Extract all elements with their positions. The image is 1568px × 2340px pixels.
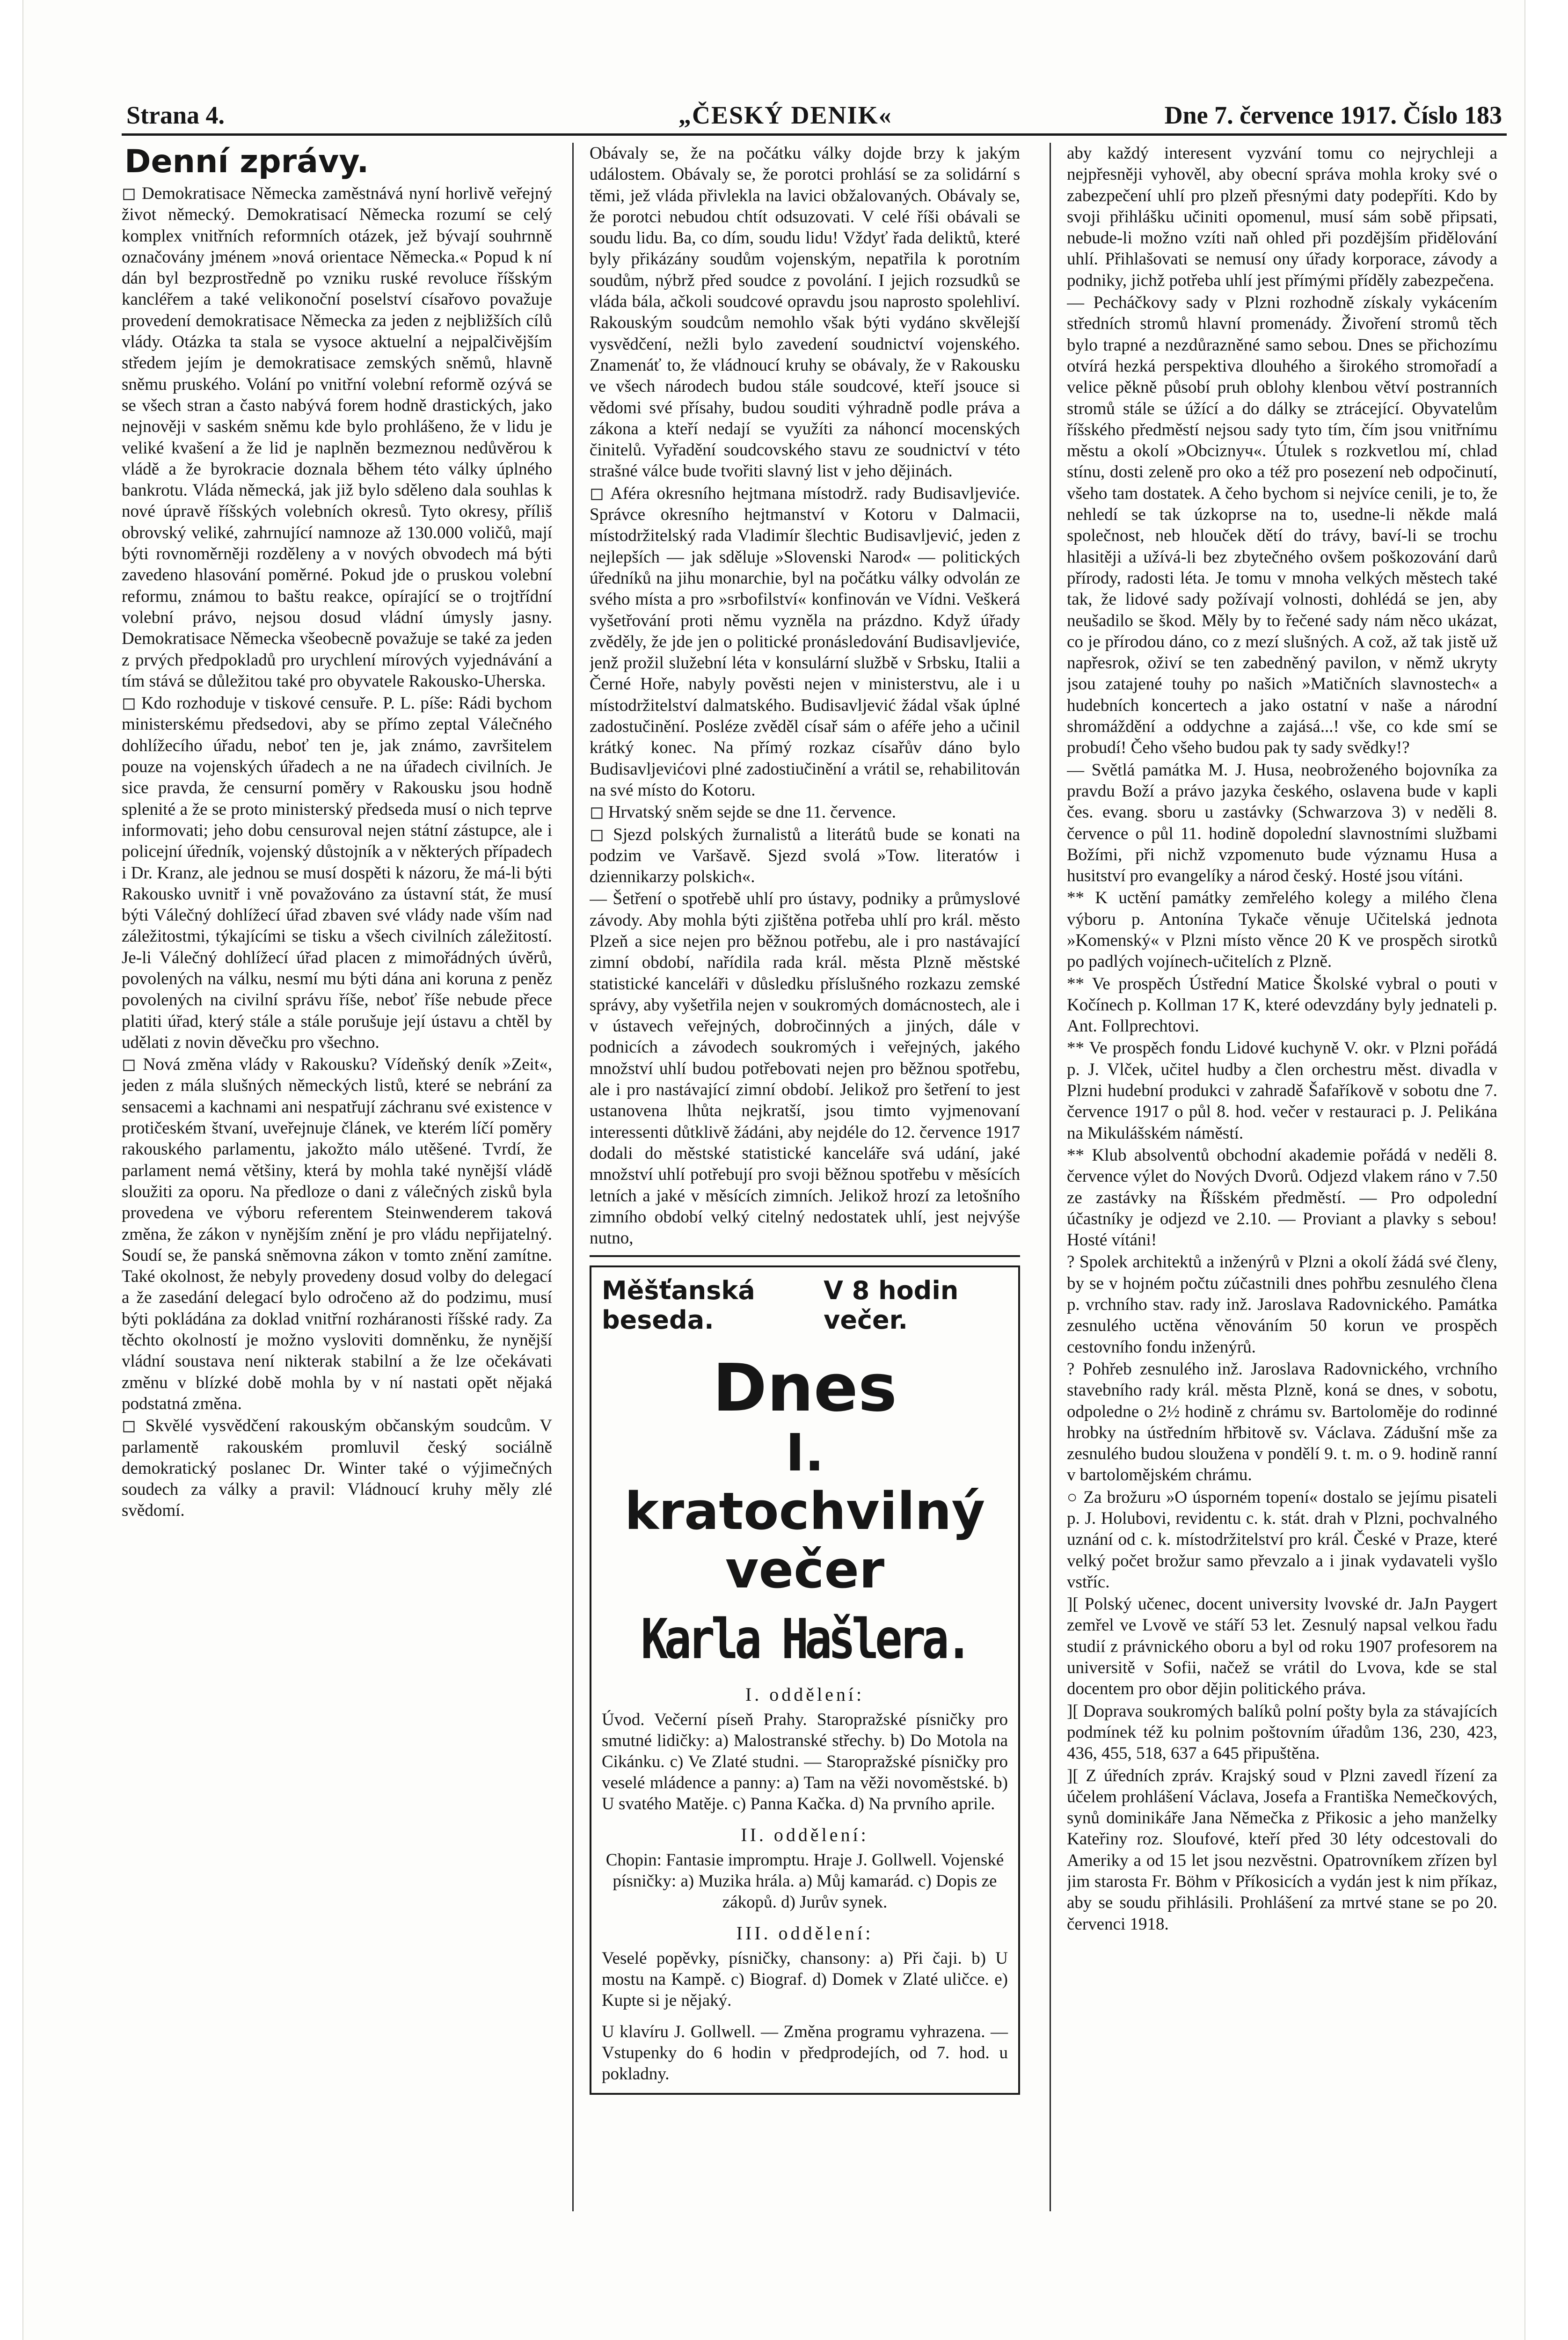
article-uredni-zpravy: ][ Z úředních zpráv. Krajský soud v Plzni zavedl řízení za účelem prohlášení Václava, Josefa a Františka Nemečkových, synů dominikáře Jana Němečka z Přikosic a jeho manželky Kateřiny roz. Sloufové, kteří před 30 léty odcestovali do Ameriky a od 15 let jsou nezvěstni. Opatrovníkem zřízen byl jim starosta Fr. Böhm v Příkosicích a vydán jest k nim příkaz, aby se soudu přihlásili. Prohlášení za mrtvé stane se po 20. červenci 1918. <box>1067 1766 1497 1934</box>
article-pohreb: ? Pohřeb zesnulého inž. Jaroslava Radovnického, vrchního stavebního rady král. města Plzně, koná se dnes, v sobotu, odpoledne o 2½ hodině z chrámu sv. Bartoloměje do rodinné hrobky na ústředním hřbitově sv. Václava. Zádušní mše za zesnulého budou sloužena v pondělí 9. t. m. o 9. hodině ranní v bartolomějském chrámu. <box>1067 1359 1497 1485</box>
article-lidova-kuchyne: ** Ve prospěch fondu Lidové kuchyně V. okr. v Plzni pořádá p. J. Vlček, učitel hudby a člen orchestru měst. divadla v Plzni hudební produkci v zahradě Šafaříkově v sobotu dne 7. července 1917 o půl 8. hod. večer v restauraci p. J. Pelikána na Mikulášském náměstí. <box>1067 1038 1497 1143</box>
article-uhli-continued: aby každý interesent vyzvání tomu co nejrychleji a nejpřesněji vyhověl, aby obecní správa mohla kroky své o zabezpečení uhlí pro plzeň přesnými daty podepříti. Kdo by svoji přihlášku učiniti opomenul, musí sám sobě připsati, nebude-li možno vzíti naň ohled při pozdějším přidělování uhlí. Přihlašovati se nemusí ony úřady korporace, závody a podniky, jichž potřeba uhlí jest přímými příděly zabezpečena. <box>1067 144 1497 290</box>
column-divider <box>1050 143 1051 2211</box>
page-number: Strana 4. <box>126 101 225 129</box>
ad-section-heading: III. oddělení: <box>736 1923 874 1944</box>
ad-performer: Karla Hašlera. <box>641 1607 969 1672</box>
article-polni-posta: ][ Doprava soukromých balíků polní pošty byla za stávajících podmínek též ku polnim poštovním úřadům 136, 230, 423, 436, 455, 518, 637 a 645 připuštěna. <box>1067 1701 1497 1763</box>
newspaper-sheet <box>22 0 1525 2340</box>
column-right <box>1067 143 1497 2202</box>
article-hrvatsky-snem: ◻ Hrvatský sněm sejde se dne 11. července. <box>590 803 897 822</box>
issue-date: Dne 7. července 1917. Číslo 183 <box>1164 101 1502 129</box>
ad-section-text: Chopin: Fantasie impromptu. Hraje J. Gollwell. Vojenské písničky: a) Muzika hrála. a) Můj kamarád. c) Dopis ze zákopů. d) Jurův synek. <box>605 1850 1004 1912</box>
ad-section-heading: II. oddělení: <box>741 1824 869 1846</box>
ad-note: U klavíru J. Gollwell. — Změna programu vyhrazena. — Vstupenky do 6 hodin v předprodejích, od 7. hod. u pokladny. <box>602 2022 1008 2084</box>
ad-venue: Měšťanská beseda. <box>602 1276 755 1335</box>
ad-headline: I. kratochvilný <box>624 1423 985 1542</box>
section-title: Denní zprávy. <box>124 143 369 180</box>
article-sjezd-zurnalistu: ◻ Sjezd polských žurnalistů a literátů bude se konati na podzim ve Varšavě. Sjezd svolá »Tow. literatów i dziennikarzy polskich«. <box>590 825 1020 887</box>
article-censura: ◻ Kdo rozhoduje v tiskové censuře. P. L. píše: Rádi bychom ministerskému předsedovi, aby se přímo zeptal Válečného dohlížecího úřadu, neboť ten je, jak známo, završitelem pouze na vojenských úřadech a ne na úřadech civilních. Je sice pravda, že censurní poměry v Rakousku jsou hodně splenité a že se proto ministerský předseda musí o nich teprve informovati; jeho dobu censuroval nejen státní zástupce, ale i policejní úředník, vojenský důstojník a v některých případech i Dr. Kranz, ale jednou se musí dospěti k názoru, že má-li býti Rakousko uvnitř i vně považováno za ústavní stát, že musí býti Válečný dohlížecí úřad zbaven své vlády nade vším nad záležitostmi, týkajícími se tisku a všech civilních záležitostí. Je-li Válečný dohlížecí úřad placen z mimořádných úvěrů, povolených na válku, nesmí mu býti dána ani koruna z peněz povolených na civilní správu říše, neboť říše nebude přece platiti úřad, který stále a stále porušuje její ústavu a chtěl by udělati z novin děvečku pro všechno. <box>122 694 552 1052</box>
ad-headline: Dnes <box>712 1350 897 1427</box>
page-header <box>122 91 1507 136</box>
ad-header <box>602 1276 1008 1335</box>
article-tykac: ** K uctění památky zemřelého kolegy a milého člena výboru p. Antonína Tykače věnuje Učitelská jednota »Komenský« v Plzni místo věnce 20 K ve prospěch sirotků po padlých vojínech-učitelích z Plzně. <box>1067 888 1497 972</box>
article-brozura: ○ Za brožuru »O úsporném topení« dostalo se jejímu pisateli p. J. Holubovi, revidentu c. k. stát. drah v Plzni, pochvalného uznání od c. k. místodržitelství pro král. České v Praze, které velký počet brožur samo převzalo a i jinak vydavateli vyšlo vstříc. <box>1067 1487 1497 1592</box>
article-vysvedceni-soudcum: ◻ Skvělé vysvědčení rakouským občanským soudcům. V parlamentě rakouském promluvil český sociálně demokratický poslanec Dr. Winter také o výjimečných soudech za války a pravil: Vládnoucí kruhy měly zlé svědomí. <box>122 1416 552 1521</box>
column-divider <box>572 143 574 2211</box>
advertisement-box <box>590 1265 1020 2095</box>
article-spotreba-uhli: — Šetření o spotřebě uhlí pro ústavy, podniky a průmyslové závody. Aby mohla býti zjištěna potřeba uhlí pro král. město Plzeň a sice nejen pro běžnou potřebu, ale i pro nastávající zimní období, nařídila rada král. města Plzně městské statistické kanceláři v důsledku příslušného rozkazu zemské správy, aby vyšetřila nejen v soukromých domácnostech, ale i v ústavech veřejných, dobročinných a jiných, dále v podnicích a závodech soukromých i veřejných, jakého množství uhlí budou potřebovati nejen pro běžnou spotřebu, ale i pro nastávající zimní období. Jelikož pro šetření to jest ustanovena lhůta nejkratší, jsou timto vyjmenovaní interessenti důtklivě žádáni, aby nejdéle do 12. července 1917 dodali do městské statistické kanceláře svá udání, jaké množství uhlí potřebují pro svoji běžnou spotřebu v měsících letních a jaké v měsících zimních. Jelikož hrozí za letošního zimního období velký citelný nedostatek uhlí, jest nejvýše nutno, <box>590 889 1020 1248</box>
article-klub-absolventu: ** Klub absolventů obchodní akademie pořádá v neděli 8. července výlet do Nových Dvorů. Odjezd vlakem ráno v 7.50 ze zastávky na Říšském předměstí. — Pro odpolední účastníky je odjezd ve 2.10. — Proviant a plavky s sebou! Hosté vítáni! <box>1067 1145 1497 1250</box>
ad-section-heading: I. oddělení: <box>745 1684 865 1705</box>
column-middle <box>590 143 1020 2202</box>
article-matice-skolska: ** Ve prospěch Ústřední Matice Školské vybral o pouti v Kočínech p. Kollman 17 K, které odevzdány byly jednateli p. Ant. Follprechtovi. <box>1067 974 1497 1036</box>
article-pechackovy-sady: — Pecháčkovy sady v Plzni rozhodně získaly vykácením středních stromů hlavní promenády. Živoření stromů těch bylo trapné a nezdůrazněné samo sebou. Dnes se přichozímu otvírá hezká perspektiva dlouhého a širokého stromořadí a velice pěkně působí pruh oblohy klenbou větví postranních stromů stále se úžící a do dálky se ztrácející. Obyvatelům říšského předměstí nejsou sady tyto tím, čím jsou vnitřnímu městu a okolí »Obciznyч«. Útulek s rozkvetlou mí, chlad stínu, dosti zeleně pro oko a též pro posezení neb odpočinutí, všeho tam dostatek. A čeho bychom si nejvíce cenili, je to, že nehledí se tak úzkoprse na to, usedne-li někde malá společnost, neb hlouček dětí do trávy, baví-li se trochu hlasitěji a užívá-li bez zbytečného ovšem poškozování darů přírody, radosti léta. Je tomu v mnoha velkých městech také tak, že lidové sady požívají volnosti, dohlédá se jen, aby neušadilo se škod. Měly by to řečené sady nám něco ukázat, co je přírodou dáno, co z mezí slušných. A což, až tak jistě už napřesrok, oživí se ten zabedněný pavilon, v němž ukryty jsou zatajené touhy po našich »Matičních slavnostech« a hudebních koncertech a jako ostatní v naše a národní shromáždění a oddychne a zajásá...! vše, co kde smí se probudí! Čeho všeho budou pak ty sady svědky!? <box>1067 293 1497 758</box>
newspaper-name: „ČESKÝ DENIK« <box>678 101 892 129</box>
column-left <box>122 143 552 2202</box>
article-spolek-architektu: ? Spolek architektů a inženýrů v Plzni a okolí žádá své členy, by se v hojném počtu zúčastnili dnes pohřbu zesnulého člena p. vrchního stav. rady inž. Jaroslava Radovnického. Památka zesnulého uctěna věnováním 50 korun ve prospěch cestovního fondu inženýrů. <box>1067 1252 1497 1357</box>
newspaper-page <box>122 82 1507 2263</box>
article-zmena-vlady: ◻ Nová změna vlády v Rakousku? Vídeňský deník »Zeit«, jeden z mála slušných německých listů, které se nebrání za sensacemi a kachnami ani nespatřují záchranu své existence v protičeském štvaní, uveřejnuje článek, ve kterém líčí poměry rakouského parlamentu, jakožto málo utěšené. Tvrdí, že parlament nemá většiny, která by mohla také nynější vládě sloužiti za oporu. Na předloze o dani z válečných zisků byla provedena ve výboru referentem Steinwenderem taková změna, že zákon v nynějším znění je pro vládu nepřijatelný. Soudí se, že panská sněmovna zákon v tomto znění zamítne. Také okolnost, že nebyly provedeny dosud volby do delegací a že zasedání delegací bylo odročeno až do podzimu, musí býti pokládána za doklad vnitřní rozháranosti říšské rady. Za těchto okolností je možno vysloviti domněnku, že nynější vládní soustava není nikterak stabilní a že lze očekávati změnu v blízké době mohla by v ní nastati opět nějaká podstatná změna. <box>122 1055 552 1413</box>
ad-section-text: Veselé popěvky, písničky, chansony: a) Při čaji. b) U mostu na Kampě. c) Biograf. d) Domek v Zlaté uličce. e) Kupte si je nějaký. <box>602 1949 1008 2011</box>
horizontal-divider <box>590 1255 1020 1257</box>
ad-time: V 8 hodin večer. <box>824 1276 959 1335</box>
article-polsky-ucenec: ][ Polský učenec, docent university lvovské dr. JaJn Paygert zemřel ve Lvově ve stáří 53 let. Zesnulý napsal velkou řadu studií z právnického oboru a byl od roku 1907 profesorem na universitě v Sofii, načež se vrátil do Lvova, kde se stal docentem pro obor dějin politického práva. <box>1067 1594 1497 1699</box>
article-demokratisace: ◻ Demokratisace Německa zaměstnává nyní horlivě veřejný život německý. Demokratisací Německa rozumí se celý komplex vnitřních reformních otázek, jež bývají souhrnně označovány jménem »nová orientace Německa.« Popud k ní dán byl bezprostředně po vzniku ruské revoluce říšským kancléřem a také velikonoční poselství císařovo považuje provedení demokratisace Německa za jeden z nejbližších cílů vlády. Otázka ta stala se vysoce aktuelní a nejpalčivějším středem jejím je demokratisace zemských sněmů, hlavně sněmu pruského. Volání po vnitřní volební reformě ozývá se se všech stran a často nabývá forem hodně drastických, jako nejnověji v saském sněmu kde bylo prohlášeno, že v lidu je veliké kvašení a že lid je naplněn bezmeznou nedůvěrou k vládě a že byrokracie doznala během této války úplného bankrotu. Vláda německá, jak již bylo sděleno dala souhlas k nové úpravě říšských volebních okresů. Tyto okresy, příliš obrovský veliké, zahrnující namnoze až 130.000 voličů, mají býti rovnoměrněji rozděleny a v nových obvodech má býti zavedeno hlasování poměrné. Pokud jde o pruskou volební reformu, známou to baštu reakce, opírající se o trojtřídní volební právo, nejsou dosud vládní úmysly jasny. Demokratisace Německa všeobecně považuje se také za jeden z prvých předpokladů pro urychlení mírových vyjednávání a tím stává se důležitou také pro obyvatele Rakousko-Uherska. <box>122 184 552 691</box>
article-vysvedceni-continued: Obávaly se, že na počátku války dojde brzy k jakým událostem. Obávaly se, že porotci prohlásí se za solidární s těmi, jež vláda přivlekla na lavici obžalovaných. Obávaly se, že porotci nebudou chtít odsuzovati. V celé říši obávali se soudu lidu. Ba, co dím, soudu lidu! Vždyť řada deliktů, které byly přikázány soudům vojenským, nepatřila k porotním soudům, nýbrž před soudce z povolání. I jejich rozsudků se vláda bála, ačkoli soudcové opravdu jsou naprosto spolehliví. Rakouským soudcům nemohlo však býti vydáno skvělejší vysvědčení, nežli bylo zavedení soudnictví vojenského. Znamenáť to, že vládnoucí kruhy se obávaly, že v Rakousku ve všech národech budou stále soudcové, kteří jsouce si vědomi své přísahy, budou souditi výhradně podle práva a zákona a kteří nedají se využíti za náhoncí mocenských činitelů. Vyřadění soudcovského stavu ze soudnictví v této strašné válce bude tvořiti slavný list v jeho dějinách. <box>590 144 1020 481</box>
ad-section-text: Úvod. Večerní píseň Prahy. Staropražské písničky pro smutné lidičky: a) Malostranské střechy. b) Do Motola na Cikánku. c) Ve Zlaté studni. — Staropražské písničky pro veselé mládence a panny: a) Tam na věži novoměstské. b) U svatého Matěje. c) Panna Kačka. d) Na prvního aprile. <box>602 1710 1008 1814</box>
article-husova-pamatka: — Světlá památka M. J. Husa, neobroženého bojovníka za pravdu Boží a právo jazyka českého, oslavena bude v kapli čes. evang. sboru u zastávky (Schwarzova 3) v neděli 8. července o půl 11. hodině dopolední slavnostními službami Božími, při nichž vzpomenuto bude významu Husa a husitství pro evangelíky a národ český. Hosté jsou vítáni. <box>1067 760 1497 886</box>
ad-headline: večer <box>725 1540 885 1600</box>
article-afera-hejtmana: ◻ Aféra okresního hejtmana místodrž. rady Budisavljeviće. Správce okresního hejtmanství v Kotoru v Dalmacii, místodržitelský rada Vladimír šlechtic Budisavljević, jeden z nejlepších — jak sděluje »Slovenski Narod« — politických úředníků na jihu monarchie, byl na počátku války odvolán ze svého místa a pro »srbofilství« konfinován ve Vídni. Veškerá vyšetřování proti němu vyzněla na prázdno. Když úřady zvěděly, že jde jen o politické pronásledování Budisavljeviće, jenž prožil služební léta v konsulární službě v Srbsku, Italii a Černé Hoře, nabyly pověsti nejen v ministerstvu, ale i u místodržitelství dalmatského. Budisavljević žádal však úplné zadostučinění. Posléze zvěděl císař sám o aféře jeho a učinil krátký konec. Na přímý rozkaz císařův dáno bylo Budisavljevićovi plné zadostiučinění a vrátil se, rehabilitován na své místo do Kotoru. <box>590 483 1020 800</box>
